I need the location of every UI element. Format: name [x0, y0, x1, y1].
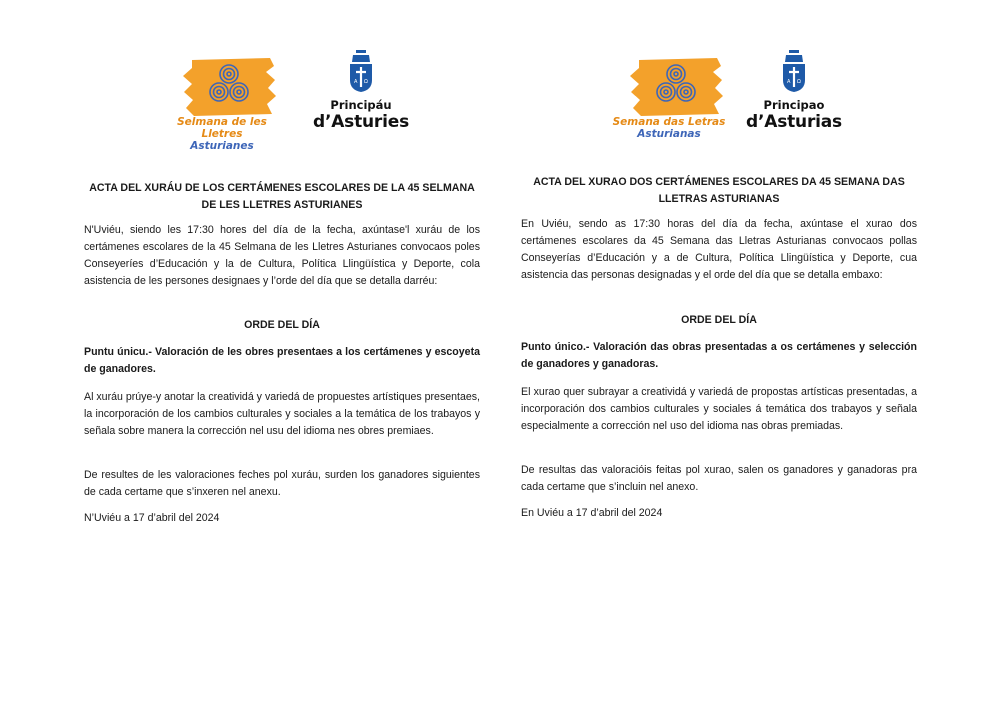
document-title: ACTA DEL XURÁU DE LOS CERTÁMENES ESCOLARES DE LA 45 SELMANA DE LES LLETRES ASTURIANES	[89, 182, 475, 211]
header-logos	[521, 50, 917, 145]
paragraph-1: Al xuráu prúye-y anotar la creatividá y variedá de propuestes artístiques presentaes, la incorporación de los cambios culturales y sociales a la temática de los trabayos y señala sobre manera la corrección nel usu del idioma nes obres premiaes.	[84, 391, 480, 437]
principau-line2: d’Asturias	[746, 112, 842, 132]
agenda-heading: ORDE DEL DÍA	[681, 314, 757, 326]
document-title: ACTA DEL XURAO DOS CERTÁMENES ESCOLARES DA 45 SEMANA DAS LLETRAS ASTURIANAS	[533, 176, 905, 205]
intro-paragraph: En Uviéu, sendo as 17:30 horas del día da fecha, axúntase el xurao dos certámenes escolares da 45 Semana das Lletras Asturianas convocaos pollas Conseyerías d’Educación y a de Cultura, Política Llingüística y Deporte, cua asistencia das personas designadas y el orde del día que se detalla embaxo:	[521, 218, 917, 281]
logo-text-line1: Selmana de les Lletres	[177, 116, 267, 140]
svg-text:Ω: Ω	[364, 79, 368, 85]
asturias-crest-icon	[348, 50, 374, 92]
closing-line: N’Uviéu a 17 d’abril del 2024	[84, 512, 220, 524]
svg-text:A: A	[354, 79, 358, 85]
svg-text:A: A	[787, 79, 791, 85]
principau-logo	[306, 50, 416, 132]
principau-line1: Principao	[763, 98, 825, 112]
agenda-item: Punto único.- Valoración das obras presentadas a os certámenes y selección de ganadores y ganadoras.	[521, 341, 917, 370]
asturias-crest-icon	[781, 50, 807, 92]
selmana-spiral-logo	[162, 56, 282, 118]
principau-line2: d’Asturies	[313, 112, 409, 132]
logo-text-line1: Semana das Letras	[612, 116, 726, 128]
selmana-logo	[609, 56, 729, 140]
header-logos	[84, 50, 480, 152]
selmana-logo	[162, 56, 282, 152]
agenda-item: Puntu únicu.- Valoración de les obres presentaes a los certámenes y escoyeta de ganadores.	[84, 346, 480, 375]
logo-text-line2: Asturianes	[190, 140, 254, 152]
paragraph-2: De resultas das valoracióis feitas pol xurao, salen os ganadores y ganadoras pra cada certame que s’incluin nel anexo.	[521, 464, 917, 493]
principau-logo	[739, 50, 849, 132]
agenda-heading: ORDE DEL DÍA	[244, 319, 320, 331]
paragraph-1: El xurao quer subrayar a creatividá y variedá de propostas artísticas presentadas, a incorporación dos cambios culturales y sociales á temática dos trabayos y señala especialmente a corrección nel uso del idioma nas obras premiadas.	[521, 386, 917, 432]
selmana-spiral-logo	[609, 56, 729, 118]
intro-paragraph: N'Uviéu, siendo les 17:30 hores del día de la fecha, axúntase'l xuráu de los certámenes escolares de la 45 Selmana de les Lletres Asturianes convocaos poles Conseyeríes d’Educación y la de Cultura, Política Llingüística y Deporte, cola asistencia de les persones designaes y l’orde del día que se detalla darréu:	[84, 224, 480, 287]
svg-text:Ω: Ω	[797, 79, 801, 85]
closing-line: En Uviéu a 17 d’abril del 2024	[521, 507, 663, 519]
paragraph-2: De resultes de les valoraciones feches pol xuráu, surden los ganadores siguientes de cada certame que s’inxeren nel anexu.	[84, 469, 480, 498]
principau-line1: Principáu	[330, 98, 392, 112]
logo-text-line2: Asturianas	[637, 128, 701, 140]
